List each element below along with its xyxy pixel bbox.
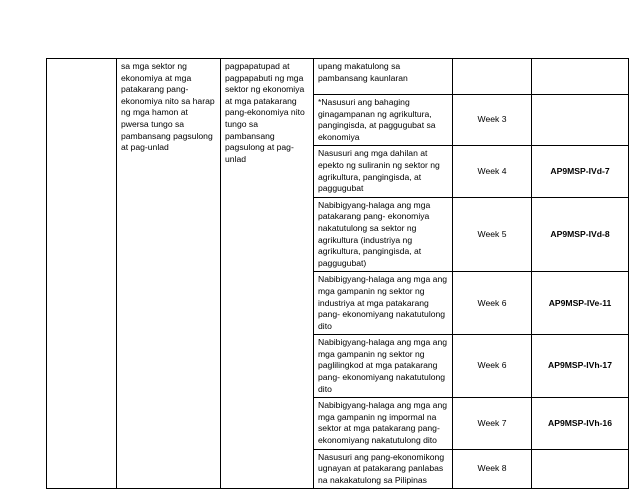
- competency-cell: *Nasusuri ang bahaging ginagampanan ng agrikultura, pangingisda, at paggugubat sa ekonomiya: [314, 95, 453, 146]
- competency-cell: Nabibigyang-halaga ang mga ang mga gampanin ng sektor ng industriya at mga patakarang pang- ekonomiyang nakatutulong dito: [314, 272, 453, 335]
- competency-cell: Nabibigyang-halaga ang mga ang mga gampanin ng impormal na sektor at mga patakarang pang-ekonomiyang nakatutulong dito: [314, 398, 453, 449]
- competency-cell: Nasusuri ang mga dahilan at epekto ng suliranin ng sektor ng agrikultura, pangingisda, at paggugubat: [314, 146, 453, 197]
- performance-standard-cell: pagpapatupad at pagpapabuti ng mga sektor ng ekonomiya at mga patakarang pang-ekonomiya nito tungo sa pambansang pagsulong at pag-unlad: [221, 59, 314, 489]
- code-cell: AP9MSP-IVe-11: [532, 272, 629, 335]
- week-cell: [453, 59, 532, 95]
- curriculum-table: [46, 58, 629, 489]
- week-cell: Week 8: [453, 449, 532, 489]
- competency-cell: Nabibigyang-halaga ang mga patakarang pang- ekonomiya nakatutulong sa sektor ng agrikultura (industriya ng agrikultura, pangingisda, at paggugubat): [314, 197, 453, 272]
- week-cell: Week 6: [453, 335, 532, 398]
- competency-cell: Nasusuri ang pang-ekonomikong ugnayan at patakarang panlabas na nakakatulong sa Pilipinas: [314, 449, 453, 489]
- code-cell: [532, 95, 629, 146]
- week-cell: Week 6: [453, 272, 532, 335]
- code-cell: AP9MSP-IVh-16: [532, 398, 629, 449]
- code-cell: AP9MSP-IVd-8: [532, 197, 629, 272]
- week-cell: Week 4: [453, 146, 532, 197]
- competency-cell: Nabibigyang-halaga ang mga ang mga gampanin ng sektor ng paglilingkod at mga patakarang pang- ekonomiyang nakatutulong dito: [314, 335, 453, 398]
- content-standard-cell: sa mga sektor ng ekonomiya at mga patakarang pang-ekonomiya nito sa harap ng mga hamon at pwersa tungo sa pambansang pagsulong at pag-unlad: [117, 59, 221, 489]
- code-cell: [532, 449, 629, 489]
- week-cell: Week 7: [453, 398, 532, 449]
- table-row: [47, 59, 629, 95]
- code-cell: AP9MSP-IVh-17: [532, 335, 629, 398]
- competency-cell: upang makatulong sa pambansang kaunlaran: [314, 59, 453, 95]
- code-cell: [532, 59, 629, 95]
- week-cell: Week 5: [453, 197, 532, 272]
- week-cell: Week 3: [453, 95, 532, 146]
- blank-cell: [47, 59, 117, 489]
- code-cell: AP9MSP-IVd-7: [532, 146, 629, 197]
